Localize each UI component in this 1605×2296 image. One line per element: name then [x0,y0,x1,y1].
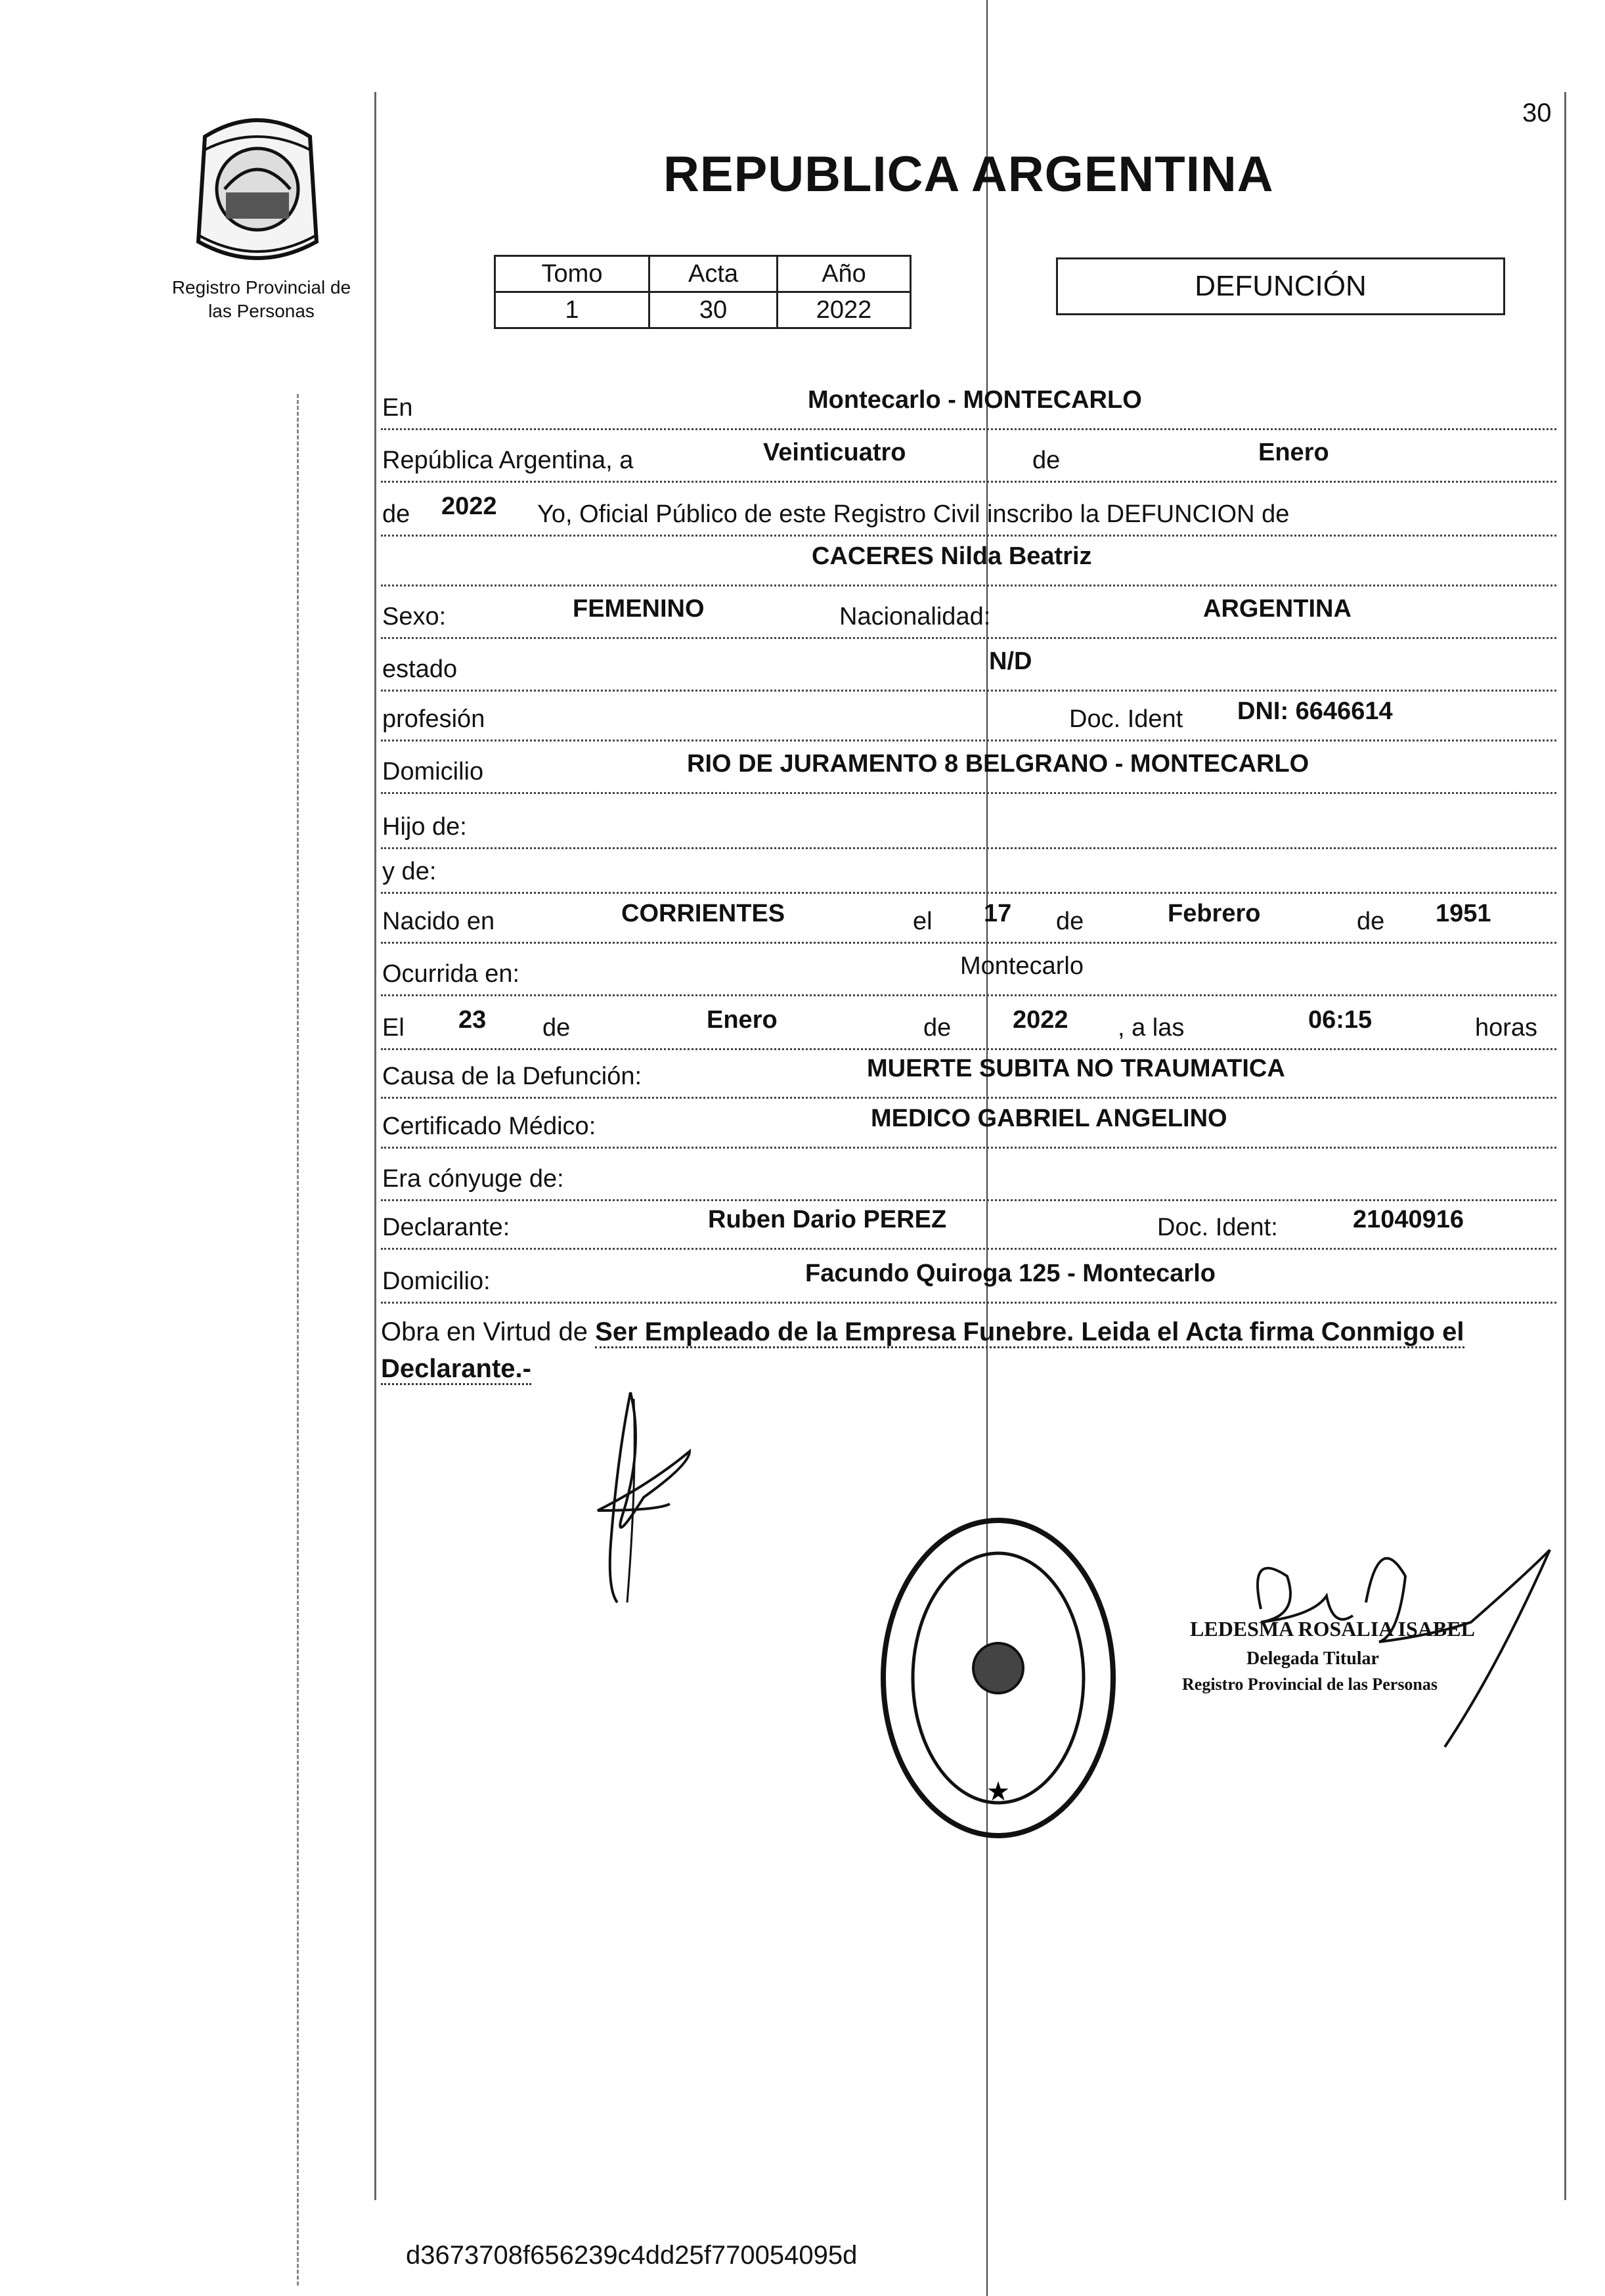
el-label: el [913,908,933,935]
row-sexo [381,591,1556,639]
alas-label: , a las [1118,1014,1185,1042]
mes-value: Enero [1258,439,1329,466]
decl-doc-label: Doc. Ident: [1157,1214,1278,1241]
acta-table [494,255,912,329]
row-decl-domicilio [381,1256,1556,1304]
right-frame-line [1564,92,1566,2200]
row-estado [381,644,1556,692]
page-number: 30 [1522,99,1552,127]
row-defuncion-fecha [381,1002,1556,1050]
acta-header: Acta [649,256,778,292]
def-mes-value: Enero [707,1006,778,1034]
page-title: REPUBLICA ARGENTINA [663,146,1274,202]
hijo-label: Hijo de: [382,813,467,841]
de-label: de [1032,447,1061,474]
anio-value: 2022 [778,292,911,328]
tipo-acta-box: DEFUNCIÓN [1056,257,1505,315]
causa-value: MUERTE SUBITA NO TRAUMATICA [867,1055,1285,1082]
sexo-value: FEMENINO [573,595,705,623]
row-profesion [381,694,1556,741]
row-domicilio [381,746,1556,794]
conyuge-label: Era cónyuge de: [382,1165,564,1193]
decl-domicilio-label: Domicilio: [382,1268,491,1295]
causa-label: Causa de la Defunción: [382,1063,642,1090]
def-dia-value: 23 [458,1006,487,1034]
svg-text:★: ★ [987,1778,1009,1805]
declarante-signature [571,1379,716,1616]
row-causa [381,1051,1556,1099]
doc-value: DNI: 6646614 [1237,697,1393,725]
row-hijo [381,801,1556,849]
row-conyuge [381,1153,1556,1201]
profesion-label: profesión [382,705,485,733]
delegacion-stamp [873,1511,1123,1845]
row-declarante [381,1202,1556,1250]
certificado-label: Certificado Médico: [382,1113,596,1140]
estado-value: N/D [989,648,1032,675]
nac-dia-value: 17 [984,900,1012,927]
obra-value: Ser Empleado de la Empresa Funebre. Leida el Acta firma Conmigo el Declarante.- [381,1317,1464,1385]
declarante-label: Declarante: [382,1214,510,1241]
acta-value: 30 [649,292,778,328]
en-label: En [382,394,413,422]
domicilio-value: RIO DE JURAMENTO 8 BELGRANO - MONTECARLO [687,750,1309,778]
obra-paragraph [381,1314,1556,1387]
row-yde [381,846,1556,894]
row-certificado [381,1101,1556,1149]
el2-label: El [382,1014,405,1042]
provincial-seal-emblem [179,110,336,275]
row-en [381,382,1556,430]
signer-organization: Registro Provincial de las Personas [1182,1675,1438,1694]
row-ocurrida [381,948,1556,996]
nacionalidad-value: ARGENTINA [1203,595,1352,623]
registro-line-2: las Personas [208,301,315,321]
horas-label: horas [1475,1014,1538,1042]
ocurrida-value: Montecarlo [960,952,1084,980]
row-fecha [381,435,1556,483]
ocurrida-label: Ocurrida en: [382,960,520,988]
signer-name: LEDESMA ROSALIA ISABEL [1190,1617,1475,1641]
row-anio [381,489,1556,537]
anio-header: Año [778,256,911,292]
nacido-value: CORRIENTES [621,900,785,927]
nac-de2-label: de [1357,908,1385,935]
en-value: Montecarlo - MONTECARLO [808,386,1142,414]
certificado-value: MEDICO GABRIEL ANGELINO [871,1105,1227,1132]
registro-label [150,276,373,323]
domicilio-label: Domicilio [382,758,484,785]
signer-role: Delegada Titular [1246,1648,1379,1669]
nombre-value: CACERES Nilda Beatriz [812,542,1092,570]
doc-label: Doc. Ident [1069,705,1183,733]
decl-doc-value: 21040916 [1353,1206,1464,1233]
anio-value-form: 2022 [441,493,497,520]
def-de-label: de [542,1014,571,1042]
nac-anio-value: 1951 [1436,900,1491,927]
nac-mes-value: Febrero [1168,900,1261,927]
left-frame-line [374,92,376,2200]
yde-label: y de: [382,858,437,885]
estado-label: estado [382,655,458,683]
margin-ticks [297,394,300,2285]
hora-value: 06:15 [1308,1006,1373,1034]
row-nombre [381,539,1556,586]
nac-de-label: de [1056,908,1084,935]
def-de2-label: de [923,1014,952,1042]
de2-label: de [382,500,410,528]
sexo-label: Sexo: [382,603,447,630]
document-hash: d3673708f656239c4dd25f770054095d [406,2241,858,2270]
registro-line-1: Registro Provincial de [171,277,351,298]
tomo-header: Tomo [495,256,649,292]
nacionalidad-label: Nacionalidad: [839,603,991,630]
decl-domicilio-value: Facundo Quiroga 125 - Montecarlo [805,1260,1216,1287]
obra-label: Obra en Virtud de [381,1317,588,1346]
republica-label: República Argentina, a [382,447,634,474]
def-anio-value: 2022 [1013,1006,1068,1034]
dia-value: Veinticuatro [763,439,906,466]
nacido-label: Nacido en [382,908,495,935]
tomo-value: 1 [495,292,649,328]
declarante-value: Ruben Dario PEREZ [708,1206,947,1233]
oficial-text: Yo, Oficial Público de este Registro Civil inscribo la DEFUNCION de [537,500,1290,528]
row-nacido [381,896,1556,944]
